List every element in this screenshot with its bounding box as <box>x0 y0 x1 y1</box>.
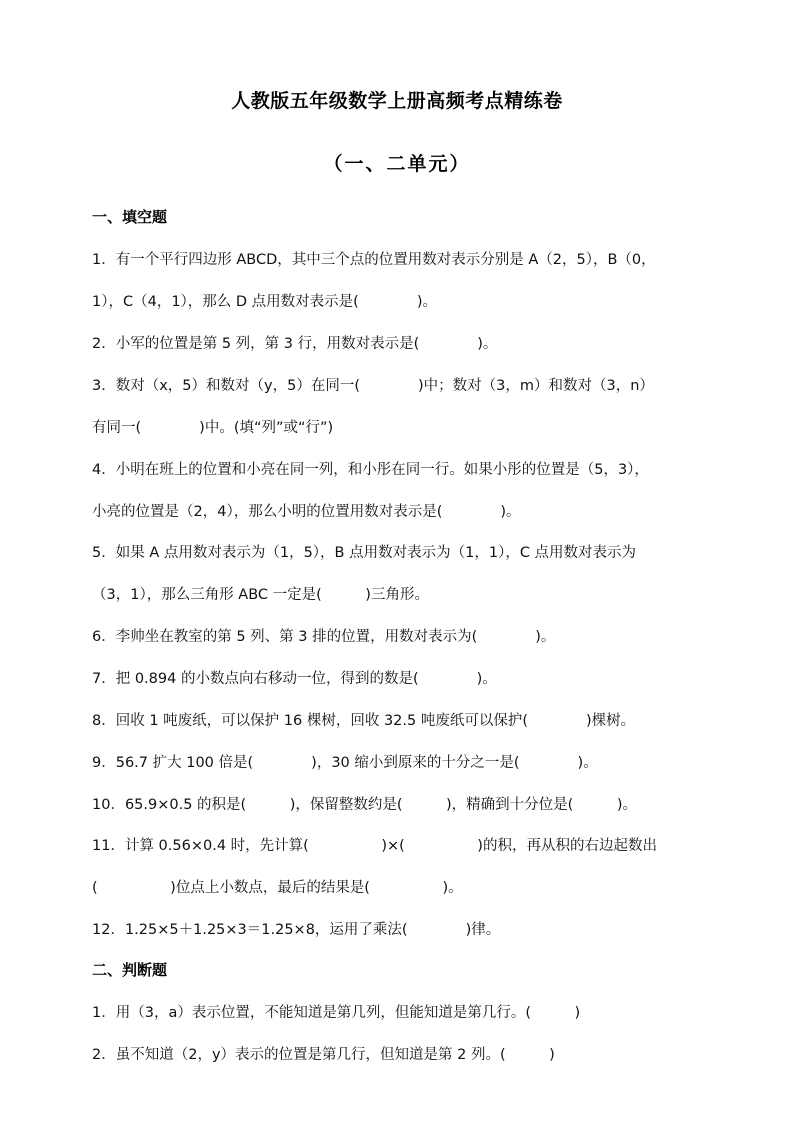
section-heading-fill-in: 一、填空题 <box>92 208 168 226</box>
question-line: 1．用（3，a）表示位置，不能知道是第几列，但能知道是第几行。( ) <box>92 1005 581 1021</box>
question-line: 6．李帅坐在教室的第 5 列、第 3 排的位置，用数对表示为( )。 <box>92 629 556 645</box>
question-line: 8．回收 1 吨废纸，可以保护 16 棵树，回收 32.5 吨废纸可以保护( )棵树。 <box>92 713 636 729</box>
question-line: 4．小明在班上的位置和小亮在同一列，和小彤在同一行。如果小彤的位置是（5，3）， <box>92 462 649 478</box>
question-line: 1），C（4，1），那么 D 点用数对表示是( )。 <box>92 294 437 310</box>
question-line: 11．计算 0.56×0.4 时，先计算( )×( )的积，再从积的右边起数出 <box>92 838 657 854</box>
question-line: 小亮的位置是（2，4），那么小明的位置用数对表示是( )。 <box>92 504 521 520</box>
question-line: 1．有一个平行四边形 ABCD，其中三个点的位置用数对表示分别是 A（2，5），B（0， <box>92 252 656 268</box>
question-line: （3，1），那么三角形 ABC 一定是( )三角形。 <box>92 587 429 603</box>
question-line: 2．小军的位置是第 5 列，第 3 行，用数对表示是( )。 <box>92 336 498 352</box>
section-heading-true-false: 二、判断题 <box>92 961 168 979</box>
question-line: 12．1.25×5＋1.25×3＝1.25×8，运用了乘法( )律。 <box>92 922 501 938</box>
question-line: 7．把 0.894 的小数点向右移动一位，得到的数是( )。 <box>92 671 497 687</box>
document-subtitle: （一、二单元） <box>323 153 471 175</box>
question-line: 有同一( )中。(填“列”或“行”) <box>92 420 334 436</box>
question-line: ( )位点上小数点，最后的结果是( )。 <box>92 880 463 896</box>
document-title: 人教版五年级数学上册高频考点精练卷 <box>231 90 563 112</box>
question-line: 3．数对（x，5）和数对（y，5）在同一( )中；数对（3，m）和数对（3，n） <box>92 378 654 394</box>
question-line: 9．56.7 扩大 100 倍是( )，30 缩小到原来的十分之一是( )。 <box>92 755 598 771</box>
question-line: 10．65.9×0.5 的积是( )，保留整数约是( )，精确到十分位是( )。 <box>92 797 637 813</box>
question-line: 2．虽不知道（2，y）表示的位置是第几行，但知道是第 2 列。( ) <box>92 1047 555 1063</box>
question-line: 5．如果 A 点用数对表示为（1，5），B 点用数对表示为（1，1），C 点用数对表示为 <box>92 545 637 561</box>
